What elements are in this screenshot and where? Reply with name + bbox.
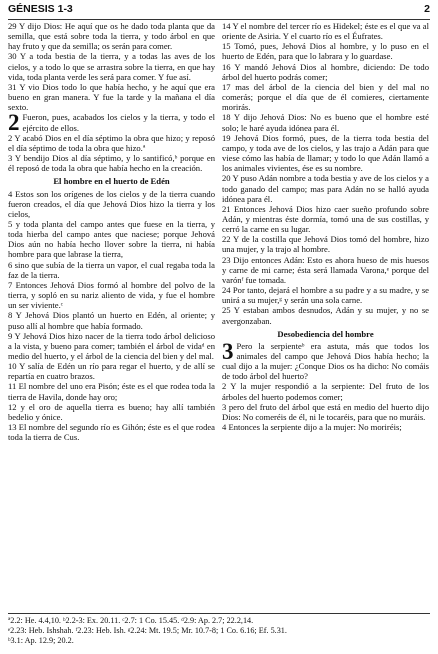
verse: 9 Y Jehová Dios hizo nacer de la tierra todo árbol delicioso a la vista, y bueno para comer; también el árbol de vidaᵈ en medio del huerto, y el árbol de la ciencia del bien y del mal. [8, 330, 215, 361]
verse: 3 Y bendijo Dios al día séptimo, y lo santificó,ᵇ porque en él reposó de toda la obra que había hecho en la creación. [8, 153, 215, 174]
chapter-start-verse [222, 338, 429, 382]
verse: 12 y el oro de aquella tierra es bueno; hay allí también bedelio y ónice. [8, 401, 215, 422]
verse: 5 y toda planta del campo antes que fuese en la tierra, y toda hierba del campo antes que naciese; porque Jehová Dios aún no había hecho llover sobre la tierra, ni había hombre para que labrase la tierra, [8, 218, 215, 260]
page-number: 2 [424, 3, 430, 15]
verse: 4 Estos son los orígenes de los cielos y de la tierra cuando fueron creados, el día que Jehová Dios hizo la tierra y los cielos, [8, 188, 215, 219]
verse: 24 Por tanto, dejará el hombre a su padre y a su madre, y se unirá a su mujer,ᵍ y serán una sola carne. [222, 285, 429, 306]
verse: 21 Entonces Jehová Dios hizo caer sueño profundo sobre Adán, y mientras éste dormía, tomó una de sus costillas, y cerró la carne en su lugar. [222, 203, 429, 235]
verse-text: Fueron, pues, acabados los cielos y la tierra, y todo el ejército de ellos. [22, 112, 215, 133]
verse: 25 Y estaban ambos desnudos, Adán y su mujer, y no se avergonzaban. [222, 305, 429, 326]
verse: 6 sino que subía de la tierra un vapor, el cual regaba toda la faz de la tierra. [8, 259, 215, 280]
verse: 31 Y vio Dios todo lo que había hecho, y he aquí que era bueno en gran manera. Y fue la tarde y la mañana el día sexto. [8, 81, 215, 113]
verse: 2 Y acabó Dios en el día séptimo la obra que hizo; y reposó el día séptimo de toda la obra que hizo.ª [8, 132, 215, 153]
verse: 13 El nombre del segundo río es Gihón; éste es el que rodea toda la tierra de Cus. [8, 422, 215, 443]
footnotes [8, 613, 430, 646]
verse: 10 Y salía de Edén un río para regar el huerto, y de allí se repartía en cuatro brazos. [8, 361, 215, 382]
section-heading: Desobediencia del hombre [277, 328, 374, 339]
verse: 14 Y el nombre del tercer río es Hidekel; éste es el que va al oriente de Asiria. Y el cuarto río es el Éufrates. [222, 21, 429, 42]
verse: 22 Y de la costilla que Jehová Dios tomó del hombre, hizo una mujer, y la trajo al hombre. [222, 234, 429, 255]
verse: 29 Y dijo Dios: He aquí que os he dado toda planta que da semilla, que está sobre toda la tierra, y todo árbol en que hay fruto y que da semilla; os serán para comer. [8, 21, 215, 52]
section-heading: El hombre en el huerto de Edén [53, 176, 170, 187]
verse: 4 Entonces la serpiente dijo a la mujer: No moriréis; [222, 422, 402, 433]
right-column [222, 21, 429, 607]
verse: 11 El nombre del uno era Pisón; éste es el que rodea toda la tierra de Havila, donde hay oro; [8, 381, 215, 402]
text-columns [8, 21, 430, 607]
verse: 18 Y dijo Jehová Dios: No es bueno que el hombre esté solo; le haré ayuda idónea para él. [222, 112, 429, 133]
verse: 19 Jehová Dios formó, pues, de la tierra toda bestia del campo, y toda ave de los cielos, y las trajo a Adán para que viese cómo las había de llamar; y todo lo que Adán llamó a los animales vivientes, ése es su nombre. [222, 132, 429, 174]
verse: 17 mas del árbol de la ciencia del bien y del mal no comerás; porque el día que de él comieres, ciertamente morirás. [222, 81, 429, 113]
header-divider [8, 19, 430, 20]
verse: 7 Entonces Jehová Dios formó al hombre del polvo de la tierra, y sopló en su nariz aliento de vida, y fue el hombre un ser viviente.ᶜ [8, 279, 215, 311]
verse: 16 Y mandó Jehová Dios al hombre, diciendo: De todo árbol del huerto podrás comer; [222, 61, 429, 82]
footnote-line: ᵉ2.23: Heb. Ishshah. ᶠ2.23: Heb. Ish. ᵍ2.24: Mt. 19.5; Mr. 10.7-8; 1 Co. 6.16; Ef. 5.31. [8, 626, 287, 635]
page-header [8, 3, 430, 18]
chapter-start-verse [8, 110, 215, 136]
verse: 30 Y a toda bestia de la tierra, y a todas las aves de los cielos, y a todo lo que se arrastra sobre la tierra, en que hay vida, toda planta verde les será para comer. Y fue así. [8, 51, 215, 82]
footnote-line: ᵇ3.1: Ap. 12.9; 20.2. [8, 636, 74, 645]
verse: 15 Tomó, pues, Jehová Dios al hombre, y lo puso en el huerto de Edén, para que lo labrara y lo guardase. [222, 41, 429, 62]
book-chapter-title: GÉNESIS 1-3 [8, 3, 73, 15]
verse: 3 pero del fruto del árbol que está en medio del huerto dijo Dios: No comeréis de él, ni le tocaréis, para que no muráis. [222, 401, 429, 422]
chapter-number: 2 [8, 110, 20, 136]
footnote-line: ª2.2: He. 4.4,10. ᵇ2.2-3: Ex. 20.11. ᶜ2.7: 1 Co. 15.45. ᵈ2.9: Ap. 2.7; 22.2,14. [8, 616, 254, 625]
verse: 20 Y puso Adán nombre a toda bestia y ave de los cielos y a todo ganado del campo; mas para Adán no se halló ayuda idónea para él. [222, 173, 429, 204]
verse: 2 Y la mujer respondió a la serpiente: Del fruto de los árboles del huerto podemos comer; [222, 381, 429, 402]
chapter-number: 3 [222, 338, 234, 364]
verse: 8 Y Jehová Dios plantó un huerto en Edén, al oriente; y puso allí al hombre que había formado. [8, 310, 215, 331]
verse-text: Pero la serpienteᵇ era astuta, más que todos los animales del campo que Jehová Dios había hecho; la cual dijo a la mujer: ¿Conque Dios os ha dicho: No comáis de todo árbol del huerto? [222, 340, 429, 382]
verse: 23 Dijo entonces Adán: Esto es ahora hueso de mis huesos y carne de mi carne; ésta será llamada Varona,ᵉ porque del varónᶠ fue tomada. [222, 254, 429, 285]
left-column [8, 21, 215, 607]
